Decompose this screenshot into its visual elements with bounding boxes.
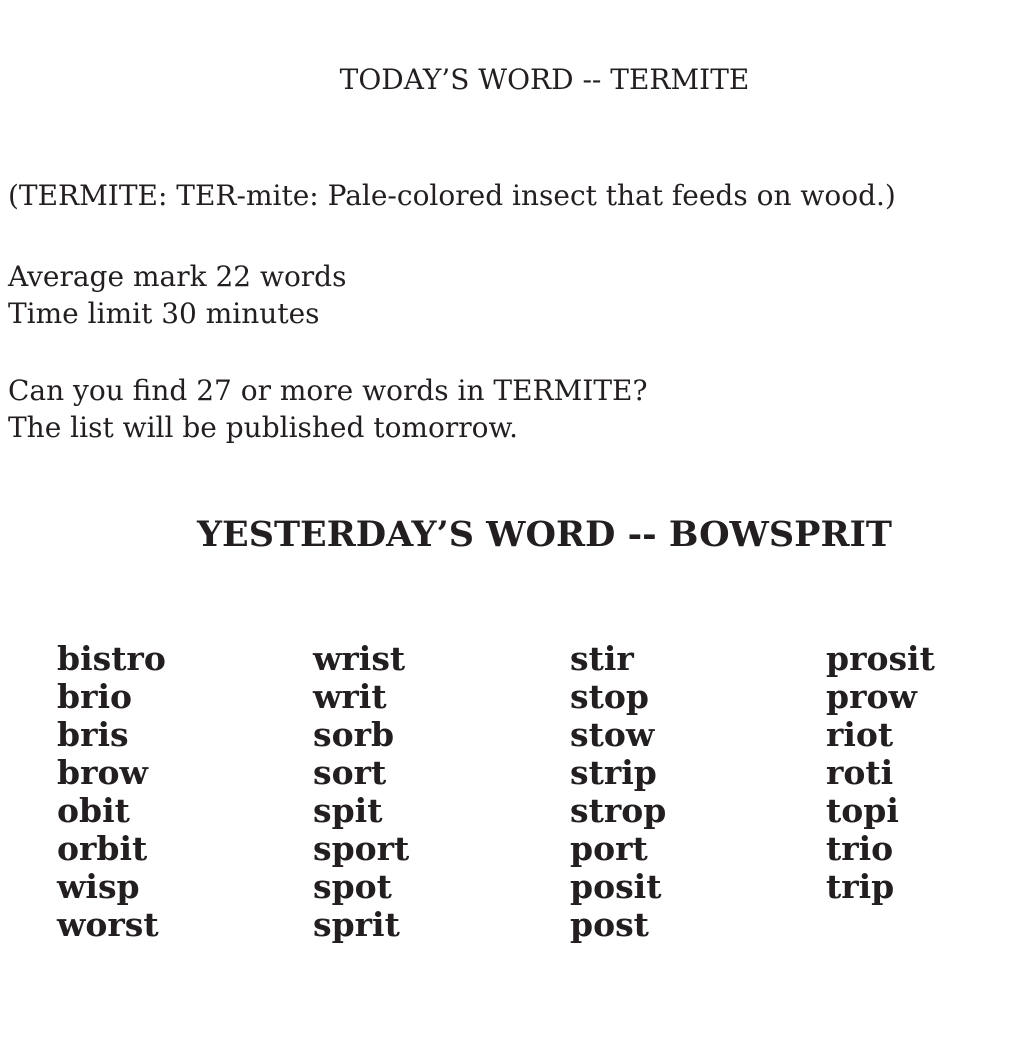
answer-word: port (570, 829, 648, 868)
answer-word: spot (313, 867, 392, 906)
answer-word: topi (826, 791, 899, 830)
answer-word: spit (313, 791, 383, 830)
answer-word: stir (570, 639, 634, 678)
answer-word: wrist (313, 639, 406, 678)
word-column (570, 640, 666, 944)
challenge-question: Can you find 27 or more words in TERMITE? (8, 374, 648, 407)
answer-word: worst (57, 905, 159, 944)
answer-word: prow (826, 677, 917, 716)
answer-word-list (0, 640, 1021, 960)
word-definition: (TERMITE: TER-mite: Pale-colored insect that feeds on wood.) (8, 179, 896, 212)
answer-word: stop (570, 677, 649, 716)
answer-word: sorb (313, 715, 395, 754)
answer-word: sort (313, 753, 387, 792)
todays-word-title: TODAY’S WORD -- TERMITE (339, 63, 750, 96)
time-limit: Time limit 30 minutes (8, 297, 320, 330)
answer-word: bistro (57, 639, 166, 678)
puzzle-stats (8, 258, 346, 332)
answer-word: wisp (57, 867, 140, 906)
answer-word: bris (57, 715, 129, 754)
answer-word: prosit (826, 639, 935, 678)
answer-word: roti (826, 753, 894, 792)
answer-word: trio (826, 829, 894, 868)
answer-word: orbit (57, 829, 148, 868)
word-column (313, 640, 409, 944)
answer-word: riot (826, 715, 894, 754)
answer-word: brow (57, 753, 148, 792)
answer-word: trip (826, 867, 895, 906)
word-column (826, 640, 935, 906)
answer-word: brio (57, 677, 133, 716)
publish-note: The list will be published tomorrow. (8, 411, 519, 444)
answer-word: sprit (313, 905, 400, 944)
answer-word: obit (57, 791, 130, 830)
answer-word: stow (570, 715, 655, 754)
average-mark: Average mark 22 words (8, 260, 347, 293)
answer-word: sport (313, 829, 410, 868)
word-column (57, 640, 166, 944)
yesterdays-word-title: YESTERDAY’S WORD -- BOWSPRIT (197, 514, 892, 555)
answer-word: strop (570, 791, 667, 830)
answer-word: post (570, 905, 649, 944)
answer-word: writ (313, 677, 387, 716)
challenge-text (8, 372, 647, 446)
answer-word: strip (570, 753, 657, 792)
answer-word: posit (570, 867, 662, 906)
